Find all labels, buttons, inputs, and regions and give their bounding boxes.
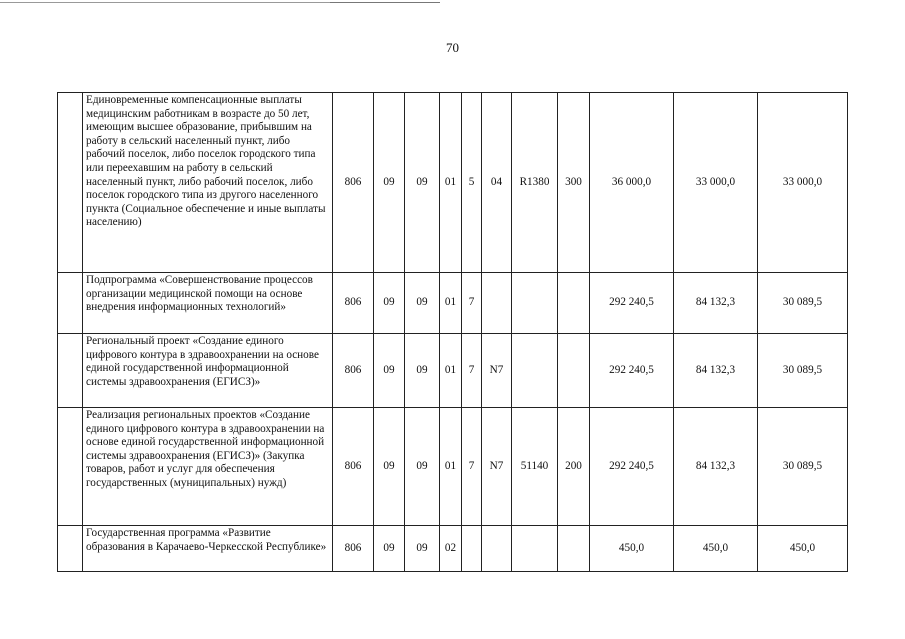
subprogram-code-cell: 7 [462,334,482,408]
amount-year1-cell: 450,0 [590,526,674,572]
amount-year1-cell: 36 000,0 [590,93,674,273]
event-code-cell [482,273,512,334]
subprogram-code-cell: 5 [462,93,482,273]
subprogram-code-cell: 7 [462,408,482,526]
amount-year2-cell: 84 132,3 [674,408,758,526]
description-cell: Государственная программа «Развитие образования в Карачаево-Черкесской Республике» [83,526,333,572]
expense-type-cell: 300 [558,93,590,273]
amount-year2-cell: 450,0 [674,526,758,572]
ministry-code-cell: 806 [333,273,374,334]
ministry-code-cell: 806 [333,408,374,526]
table-row [58,334,848,408]
amount-year2-cell: 33 000,0 [674,93,758,273]
ministry-code-cell: 806 [333,93,374,273]
expense-type-cell [558,526,590,572]
description-cell: Реализация региональных проектов «Создание единого цифрового контура в здравоохранении на основе единой государственной информационной системы здравоохранения (ЕГИСЗ)» (Закупка товаров, работ и услуг для обеспечения государственных (муниципальных) нужд) [83,408,333,526]
ministry-code-cell: 806 [333,526,374,572]
expense-type-cell: 200 [558,408,590,526]
amount-year3-cell: 30 089,5 [758,273,848,334]
expense-type-cell [558,273,590,334]
page-number: 70 [446,40,459,55]
direction-code-cell [512,526,558,572]
scan-artifact-line [330,2,440,3]
amount-year3-cell: 30 089,5 [758,334,848,408]
event-code-cell: 04 [482,93,512,273]
subprogram-code-cell [462,526,482,572]
number-cell [58,93,83,273]
subprogram-code-cell: 7 [462,273,482,334]
section-code-cell: 09 [374,408,405,526]
table-row [58,526,848,572]
subsection-code-cell: 09 [405,408,440,526]
description-cell: Подпрограмма «Совершенствование процессов организации медицинской помощи на основе внедрения информационных технологий» [83,273,333,334]
number-cell [58,273,83,334]
table-row [58,93,848,273]
amount-year3-cell: 33 000,0 [758,93,848,273]
description-cell: Региональный проект «Создание единого цифрового контура в здравоохранении на основе единой государственной информационной системы здравоохранения (ЕГИСЗ)» [83,334,333,408]
amount-year2-cell: 84 132,3 [674,334,758,408]
direction-code-cell: R1380 [512,93,558,273]
direction-code-cell [512,334,558,408]
subsection-code-cell: 09 [405,273,440,334]
event-code-cell [482,526,512,572]
table-row [58,273,848,334]
event-code-cell: N7 [482,334,512,408]
description-cell: Единовременные компенсационные выплаты медицинским работникам в возрасте до 50 лет, имеющим высшее образование, прибывшим на работу в сельский населенный пункт, либо рабочий поселок, либо поселок городского типа или переехавшим на работу в сельский населенный пункт, либо рабочий поселок, либо поселок городского типа из другого населенного пункта (Социальное обеспечение и иные выплаты населению) [83,93,333,273]
amount-year1-cell: 292 240,5 [590,334,674,408]
expense-type-cell [558,334,590,408]
program-code-cell: 02 [440,526,462,572]
ministry-code-cell: 806 [333,334,374,408]
amount-year2-cell: 84 132,3 [674,273,758,334]
number-cell [58,408,83,526]
section-code-cell: 09 [374,526,405,572]
number-cell [58,526,83,572]
subsection-code-cell: 09 [405,93,440,273]
number-cell [58,334,83,408]
amount-year1-cell: 292 240,5 [590,408,674,526]
program-code-cell: 01 [440,273,462,334]
table-row [58,408,848,526]
program-code-cell: 01 [440,408,462,526]
program-code-cell: 01 [440,93,462,273]
section-code-cell: 09 [374,273,405,334]
event-code-cell: N7 [482,408,512,526]
section-code-cell: 09 [374,334,405,408]
budget-table [57,92,848,572]
amount-year1-cell: 292 240,5 [590,273,674,334]
section-code-cell: 09 [374,93,405,273]
direction-code-cell [512,273,558,334]
subsection-code-cell: 09 [405,526,440,572]
direction-code-cell: 51140 [512,408,558,526]
subsection-code-cell: 09 [405,334,440,408]
amount-year3-cell: 30 089,5 [758,408,848,526]
amount-year3-cell: 450,0 [758,526,848,572]
program-code-cell: 01 [440,334,462,408]
